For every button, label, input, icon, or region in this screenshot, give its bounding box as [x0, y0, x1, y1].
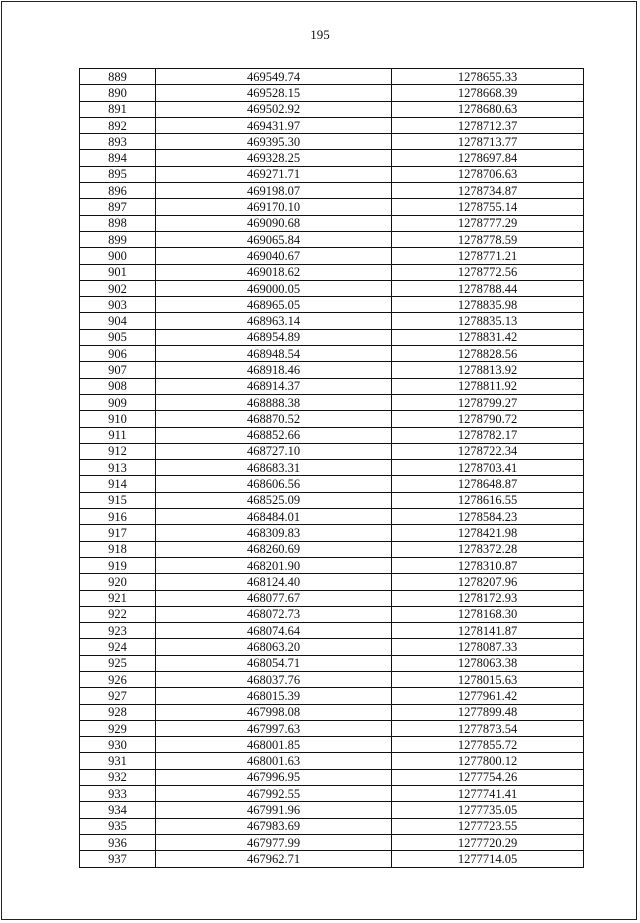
x-coordinate-cell: 467962.71 [156, 851, 392, 867]
point-number-cell: 891 [80, 101, 156, 117]
point-number-cell: 930 [80, 737, 156, 753]
y-coordinate-cell: 1278782.17 [392, 427, 584, 443]
y-coordinate-cell: 1278771.21 [392, 248, 584, 264]
point-number-cell: 893 [80, 134, 156, 150]
y-coordinate-cell: 1278788.44 [392, 280, 584, 296]
point-number-cell: 894 [80, 150, 156, 166]
x-coordinate-cell: 469271.71 [156, 166, 392, 182]
x-coordinate-cell: 467977.99 [156, 834, 392, 850]
x-coordinate-cell: 467996.95 [156, 769, 392, 785]
table-row [80, 394, 584, 410]
y-coordinate-cell: 1278831.42 [392, 329, 584, 345]
point-number-cell: 901 [80, 264, 156, 280]
point-number-cell: 925 [80, 655, 156, 671]
point-number-cell: 928 [80, 704, 156, 720]
y-coordinate-cell: 1278772.56 [392, 264, 584, 280]
table-row [80, 541, 584, 557]
y-coordinate-cell: 1278755.14 [392, 199, 584, 215]
x-coordinate-cell: 469000.05 [156, 280, 392, 296]
table-row [80, 476, 584, 492]
x-coordinate-cell: 469065.84 [156, 231, 392, 247]
point-number-cell: 922 [80, 606, 156, 622]
y-coordinate-cell: 1277855.72 [392, 737, 584, 753]
x-coordinate-cell: 468963.14 [156, 313, 392, 329]
y-coordinate-cell: 1278584.23 [392, 509, 584, 525]
x-coordinate-cell: 467991.96 [156, 802, 392, 818]
x-coordinate-cell: 468074.64 [156, 623, 392, 639]
table-row [80, 753, 584, 769]
table-row [80, 606, 584, 622]
table-row [80, 557, 584, 573]
y-coordinate-cell: 1277714.05 [392, 851, 584, 867]
x-coordinate-cell: 467998.08 [156, 704, 392, 720]
point-number-cell: 904 [80, 313, 156, 329]
x-coordinate-cell: 469502.92 [156, 101, 392, 117]
x-coordinate-cell: 467992.55 [156, 786, 392, 802]
y-coordinate-cell: 1277873.54 [392, 720, 584, 736]
table-row [80, 280, 584, 296]
y-coordinate-cell: 1278015.63 [392, 671, 584, 687]
table-row [80, 199, 584, 215]
point-number-cell: 935 [80, 818, 156, 834]
point-number-cell: 918 [80, 541, 156, 557]
y-coordinate-cell: 1278063.38 [392, 655, 584, 671]
point-number-cell: 923 [80, 623, 156, 639]
point-number-cell: 910 [80, 411, 156, 427]
point-number-cell: 906 [80, 346, 156, 362]
x-coordinate-cell: 469018.62 [156, 264, 392, 280]
table-row [80, 818, 584, 834]
point-number-cell: 924 [80, 639, 156, 655]
x-coordinate-cell: 469549.74 [156, 69, 392, 85]
table-row [80, 802, 584, 818]
point-number-cell: 895 [80, 166, 156, 182]
table-row [80, 704, 584, 720]
x-coordinate-cell: 467983.69 [156, 818, 392, 834]
y-coordinate-cell: 1278655.33 [392, 69, 584, 85]
point-number-cell: 892 [80, 117, 156, 133]
point-number-cell: 905 [80, 329, 156, 345]
x-coordinate-cell: 468965.05 [156, 297, 392, 313]
y-coordinate-cell: 1277800.12 [392, 753, 584, 769]
y-coordinate-cell: 1278141.87 [392, 623, 584, 639]
y-coordinate-cell: 1278087.33 [392, 639, 584, 655]
x-coordinate-cell: 468914.37 [156, 378, 392, 394]
point-number-cell: 931 [80, 753, 156, 769]
y-coordinate-cell: 1278722.34 [392, 443, 584, 459]
table-row [80, 623, 584, 639]
y-coordinate-cell: 1278372.28 [392, 541, 584, 557]
table-row [80, 786, 584, 802]
x-coordinate-cell: 468484.01 [156, 509, 392, 525]
point-number-cell: 911 [80, 427, 156, 443]
x-coordinate-cell: 468309.83 [156, 525, 392, 541]
point-number-cell: 920 [80, 574, 156, 590]
x-coordinate-cell: 469170.10 [156, 199, 392, 215]
table-row [80, 411, 584, 427]
y-coordinate-cell: 1278207.96 [392, 574, 584, 590]
y-coordinate-cell: 1278778.59 [392, 231, 584, 247]
table-row [80, 69, 584, 85]
x-coordinate-cell: 468015.39 [156, 688, 392, 704]
x-coordinate-cell: 468727.10 [156, 443, 392, 459]
point-number-cell: 912 [80, 443, 156, 459]
point-number-cell: 889 [80, 69, 156, 85]
page-number: 195 [310, 27, 330, 42]
table-row [80, 134, 584, 150]
x-coordinate-cell: 468037.76 [156, 671, 392, 687]
x-coordinate-cell: 469198.07 [156, 183, 392, 199]
y-coordinate-cell: 1278310.87 [392, 557, 584, 573]
y-coordinate-cell: 1277723.55 [392, 818, 584, 834]
table-row [80, 329, 584, 345]
table-row [80, 101, 584, 117]
coordinates-table [79, 68, 584, 868]
x-coordinate-cell: 469431.97 [156, 117, 392, 133]
y-coordinate-cell: 1277961.42 [392, 688, 584, 704]
table-row [80, 183, 584, 199]
y-coordinate-cell: 1278835.13 [392, 313, 584, 329]
x-coordinate-cell: 468525.09 [156, 492, 392, 508]
y-coordinate-cell: 1278811.92 [392, 378, 584, 394]
table-row [80, 737, 584, 753]
table-row [80, 378, 584, 394]
x-coordinate-cell: 468077.67 [156, 590, 392, 606]
table-row [80, 150, 584, 166]
x-coordinate-cell: 469328.25 [156, 150, 392, 166]
x-coordinate-cell: 468063.20 [156, 639, 392, 655]
point-number-cell: 915 [80, 492, 156, 508]
point-number-cell: 934 [80, 802, 156, 818]
point-number-cell: 902 [80, 280, 156, 296]
point-number-cell: 897 [80, 199, 156, 215]
table-row [80, 525, 584, 541]
point-number-cell: 933 [80, 786, 156, 802]
table-row [80, 574, 584, 590]
table-row [80, 264, 584, 280]
x-coordinate-cell: 467997.63 [156, 720, 392, 736]
x-coordinate-cell: 468954.89 [156, 329, 392, 345]
point-number-cell: 914 [80, 476, 156, 492]
y-coordinate-cell: 1278713.77 [392, 134, 584, 150]
table-row [80, 443, 584, 459]
table-row [80, 248, 584, 264]
x-coordinate-cell: 469528.15 [156, 85, 392, 101]
coordinates-table-body [80, 69, 584, 868]
x-coordinate-cell: 468001.63 [156, 753, 392, 769]
y-coordinate-cell: 1278168.30 [392, 606, 584, 622]
y-coordinate-cell: 1278828.56 [392, 346, 584, 362]
x-coordinate-cell: 468683.31 [156, 460, 392, 476]
x-coordinate-cell: 468918.46 [156, 362, 392, 378]
table-row [80, 85, 584, 101]
point-number-cell: 909 [80, 394, 156, 410]
table-row [80, 639, 584, 655]
y-coordinate-cell: 1277754.26 [392, 769, 584, 785]
point-number-cell: 898 [80, 215, 156, 231]
table-row [80, 346, 584, 362]
y-coordinate-cell: 1278680.63 [392, 101, 584, 117]
point-number-cell: 907 [80, 362, 156, 378]
y-coordinate-cell: 1278172.93 [392, 590, 584, 606]
point-number-cell: 917 [80, 525, 156, 541]
x-coordinate-cell: 468870.52 [156, 411, 392, 427]
y-coordinate-cell: 1277899.48 [392, 704, 584, 720]
table-row [80, 166, 584, 182]
y-coordinate-cell: 1278697.84 [392, 150, 584, 166]
point-number-cell: 913 [80, 460, 156, 476]
x-coordinate-cell: 468124.40 [156, 574, 392, 590]
y-coordinate-cell: 1278616.55 [392, 492, 584, 508]
table-row [80, 231, 584, 247]
y-coordinate-cell: 1278421.98 [392, 525, 584, 541]
point-number-cell: 937 [80, 851, 156, 867]
table-row [80, 851, 584, 867]
x-coordinate-cell: 468948.54 [156, 346, 392, 362]
table-row [80, 215, 584, 231]
table-row [80, 117, 584, 133]
x-coordinate-cell: 468072.73 [156, 606, 392, 622]
x-coordinate-cell: 468001.85 [156, 737, 392, 753]
y-coordinate-cell: 1277720.29 [392, 834, 584, 850]
y-coordinate-cell: 1278835.98 [392, 297, 584, 313]
point-number-cell: 921 [80, 590, 156, 606]
x-coordinate-cell: 468260.69 [156, 541, 392, 557]
y-coordinate-cell: 1278668.39 [392, 85, 584, 101]
point-number-cell: 890 [80, 85, 156, 101]
y-coordinate-cell: 1278712.37 [392, 117, 584, 133]
y-coordinate-cell: 1278706.63 [392, 166, 584, 182]
table-row [80, 427, 584, 443]
y-coordinate-cell: 1278734.87 [392, 183, 584, 199]
point-number-cell: 899 [80, 231, 156, 247]
point-number-cell: 927 [80, 688, 156, 704]
table-row [80, 460, 584, 476]
y-coordinate-cell: 1278703.41 [392, 460, 584, 476]
table-row [80, 297, 584, 313]
y-coordinate-cell: 1277735.05 [392, 802, 584, 818]
y-coordinate-cell: 1278648.87 [392, 476, 584, 492]
table-row [80, 590, 584, 606]
x-coordinate-cell: 468201.90 [156, 557, 392, 573]
table-row [80, 509, 584, 525]
y-coordinate-cell: 1278777.29 [392, 215, 584, 231]
y-coordinate-cell: 1277741.41 [392, 786, 584, 802]
y-coordinate-cell: 1278799.27 [392, 394, 584, 410]
point-number-cell: 932 [80, 769, 156, 785]
table-row [80, 769, 584, 785]
table-row [80, 655, 584, 671]
x-coordinate-cell: 469395.30 [156, 134, 392, 150]
x-coordinate-cell: 468888.38 [156, 394, 392, 410]
x-coordinate-cell: 469040.67 [156, 248, 392, 264]
point-number-cell: 903 [80, 297, 156, 313]
table-row [80, 671, 584, 687]
table-row [80, 720, 584, 736]
point-number-cell: 916 [80, 509, 156, 525]
table-row [80, 834, 584, 850]
x-coordinate-cell: 468606.56 [156, 476, 392, 492]
x-coordinate-cell: 468054.71 [156, 655, 392, 671]
point-number-cell: 926 [80, 671, 156, 687]
table-row [80, 492, 584, 508]
x-coordinate-cell: 468852.66 [156, 427, 392, 443]
point-number-cell: 896 [80, 183, 156, 199]
point-number-cell: 919 [80, 557, 156, 573]
point-number-cell: 900 [80, 248, 156, 264]
y-coordinate-cell: 1278813.92 [392, 362, 584, 378]
table-row [80, 688, 584, 704]
table-row [80, 313, 584, 329]
point-number-cell: 908 [80, 378, 156, 394]
y-coordinate-cell: 1278790.72 [392, 411, 584, 427]
point-number-cell: 929 [80, 720, 156, 736]
x-coordinate-cell: 469090.68 [156, 215, 392, 231]
table-row [80, 362, 584, 378]
point-number-cell: 936 [80, 834, 156, 850]
